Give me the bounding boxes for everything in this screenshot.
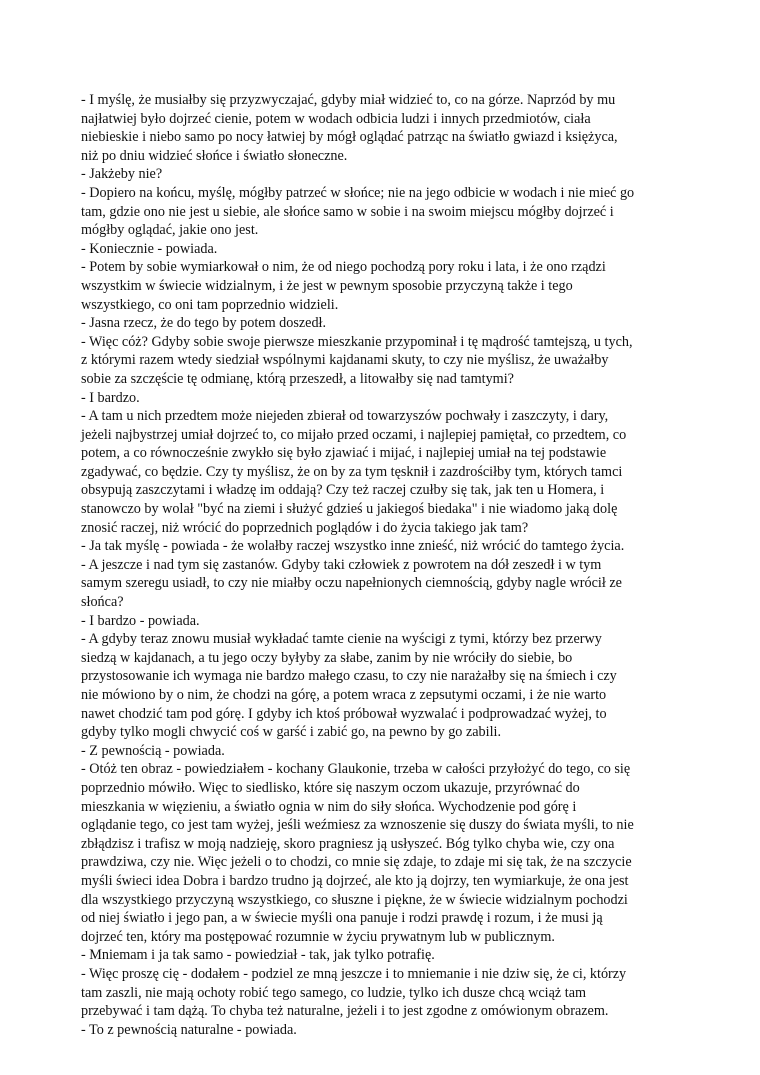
text-line: - I bardzo - powiada.	[81, 612, 200, 629]
text-line: znosić raczej, niż wrócić do poprzednich poglądów i do życia takiego jak tam?	[81, 519, 529, 536]
text-line: oglądanie tego, co jest tam wyżej, jeśli weźmiesz za wznoszenie się duszy do świata myśli, to nie	[81, 817, 634, 834]
text-line: przebywać i tam dążą. To chyba też naturalne, jeżeli i to jest zgodne z omówionym obrazem.	[81, 1003, 609, 1020]
text-line: - Więc proszę cię - dodałem - podziel ze mną jeszcze i to mniemanie i nie dziw się, że ci, którzy	[81, 965, 627, 982]
dialogue-text	[81, 91, 681, 1039]
text-line: najłatwiej było dojrzeć cienie, potem w wodach odbicia ludzi i innych przedmiotów, ciała	[81, 110, 591, 127]
text-line: - Dopiero na końcu, myślę, mógłby patrzeć w słońce; nie na jego odbicie w wodach i nie mieć go	[81, 184, 635, 201]
text-line: nie mówiono by o nim, że chodzi na górę, a potem wraca z zepsutymi oczami, i że nie warto	[81, 687, 607, 703]
text-line: prawdziwa, czy nie. Więc jeżeli o to chodzi, co mnie się zdaje, to zdaje mi się tak, że na szczycie	[81, 854, 632, 871]
text-line: słońca?	[81, 594, 124, 611]
text-line: - Z pewnością - powiada.	[81, 742, 225, 759]
text-line: samym szeregu usiadł, to czy nie miałby oczu napełnionych ciemnością, gdyby nagle wrócił ze	[81, 575, 622, 592]
text-line: mieszkania w więzieniu, a światło ognia w nim do siły słońca. Wychodzenie pod górę i	[81, 798, 577, 815]
text-line: gdyby tylko mogli chwycić coś w garść i zabić go, na pewno by go zabili.	[81, 724, 502, 741]
text-line: - Mniemam i ja tak samo - powiedział - tak, jak tylko potrafię.	[81, 947, 435, 964]
text-line: z którymi razem wtedy siedział wspólnymi kajdanami skuty, to czy nie myślisz, że uważałby	[81, 352, 609, 369]
text-line: - To z pewnością naturalne - powiada.	[81, 1021, 297, 1038]
text-line: - A jeszcze i nad tym się zastanów. Gdyby taki człowiek z powrotem na dół zeszedł i w tym	[81, 556, 602, 573]
text-line: tam zaszli, nie mają ochoty robić tego samego, co ludzie, tylko ich dusze chcą wciąż tam	[81, 984, 587, 1001]
text-line: stanowczo by wolał "być na ziemi i służyć gdzieś u jakiegoś biedaka" i nie wiadomo jaką dolę	[81, 501, 618, 518]
text-line: mógłby oglądać, jakie ono jest.	[81, 222, 259, 239]
text-line: wszystkiego, co oni tam poprzednio widzieli.	[81, 296, 339, 313]
text-line: - Jasna rzecz, że do tego by potem doszedł.	[81, 315, 327, 332]
text-line: sobie za szczęście tę odmianę, którą przeszedł, a litowałby się nad tamtymi?	[81, 370, 514, 387]
text-line: myśli świeci idea Dobra i bardzo trudno ją dojrzeć, ale kto ją dojrzy, ten wymiarkuje, że ona jest	[81, 872, 629, 889]
text-line: zbłądzisz i trafisz w moją nadzieję, skoro pragniesz ją usłyszeć. Bóg tylko chyba wie, czy ona	[81, 835, 615, 852]
text-line: od niej światło i jego pan, a w świecie myśli ona panuje i rodzi prawdę i rozum, i że musi ją	[81, 910, 603, 927]
text-line: - Otóż ten obraz - powiedziałem - kochany Glaukonie, trzeba w całości przyłożyć do tego, co się	[81, 761, 631, 778]
text-line: potem, a co równocześnie zwykło się było zjawiać i mijać, i najlepiej umiał na tej podstawie	[81, 445, 607, 462]
text-line: jeżeli najbystrzej umiał dojrzeć to, co mijało przed oczami, i najlepiej pamiętał, co przedtem, co	[81, 426, 627, 443]
text-line: poprzednio mówiło. Więc to siedlisko, które się naszym oczom ukazuje, przyrównać do	[81, 779, 580, 796]
text-line: - Więc cóż? Gdyby sobie swoje pierwsze mieszkanie przypominał i tę mądrość tamtejszą, u tych,	[81, 333, 633, 350]
text-line: - I bardzo.	[81, 389, 140, 406]
text-line: - Jakżeby nie?	[81, 166, 163, 183]
text-line: - Potem by sobie wymiarkował o nim, że od niego pochodzą pory roku i lata, i że ono rządzi	[81, 259, 606, 276]
text-line: zgadywać, co będzie. Czy ty myślisz, że on by za tym tęsknił i zazdrościłby tym, których tamci	[81, 463, 623, 480]
text-line: niż po dniu widzieć słońce i światło słoneczne.	[81, 147, 348, 164]
text-line: - A gdyby teraz znowu musiał wykładać tamte cienie na wyścigi z tymi, którzy bez przerwy	[81, 631, 602, 648]
text-line: dojrzeć ten, który ma postępować rozumnie w życiu prywatnym lub w publicznym.	[81, 928, 555, 945]
text-line: - A tam u nich przedtem może niejeden zbierał od towarzyszów pochwały i zaszczyty, i dary,	[81, 408, 609, 425]
text-line: tam, gdzie ono nie jest u siebie, ale słońce samo w sobie i na swoim miejscu mógłby dojrzeć i	[81, 203, 614, 220]
text-line: obsypują zaszczytami i władzę im oddają? Czy też raczej czułby się tak, jak ten u Homera, i	[81, 482, 605, 499]
text-line: przystosowanie ich wymaga nie bardzo małego czasu, to czy nie narażałby się na śmiech i czy	[81, 668, 617, 685]
text-line: - I myślę, że musiałby się przyzwyczajać, gdyby miał widzieć to, co na górze. Naprzód by mu	[81, 92, 616, 108]
text-line: nawet chodzić tam pod górę. I gdyby ich ktoś próbował wyzwalać i podprowadzać wyżej, to	[81, 705, 607, 722]
text-line: wszystkim w świecie widzialnym, i że jest w pewnym sposobie przyczyną także i tego	[81, 277, 573, 294]
text-line: dla wszystkiego przyczyną wszystkiego, co słuszne i piękne, że w świecie widzialnym pochodzi	[81, 891, 628, 908]
text-line: siedzą w kajdanach, a tu jego oczy byłyby za słabe, zanim by nie wróciły do siebie, bo	[81, 649, 573, 666]
text-line: - Ja tak myślę - powiada - że wolałby raczej wszystko inne znieść, niż wrócić do tamtego życia.	[81, 538, 625, 555]
text-line: niebieskie i niebo samo po nocy łatwiej by mógł oglądać patrząc na światło gwiazd i księżyca,	[81, 129, 618, 146]
text-line: - Koniecznie - powiada.	[81, 240, 218, 257]
